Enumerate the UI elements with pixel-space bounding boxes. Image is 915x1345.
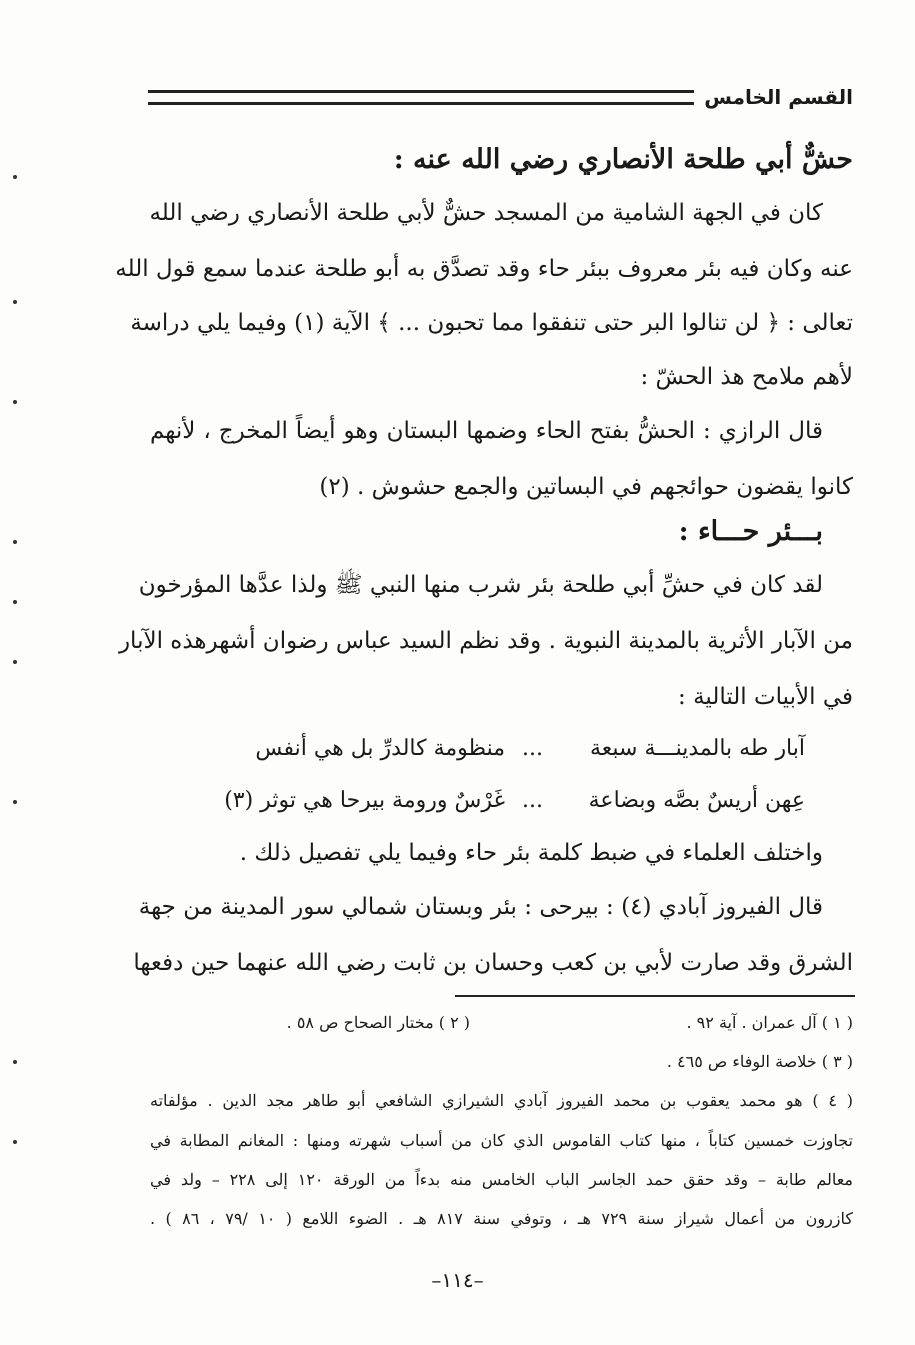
header-rule [148, 90, 694, 105]
heading-abu-talha-garden: حشٌّ أبي طلحة الأنصاري رضي الله عنه : [393, 144, 853, 175]
body-line: في الأبيات التالية : [678, 684, 853, 710]
body-line: لقد كان في حشِّ أبي طلحة بئر شرب منها النبي ﷺ ولذا عدَّها المؤرخون [138, 572, 823, 598]
body-line: قال الرازي : الحشُّ بفتح الحاء وضمها البستان وهو أيضاً المخرج ، لأنهم [150, 418, 823, 444]
footnote-2: ( ٢ ) مختار الصحاح ص ٥٨ . [286, 1013, 470, 1032]
footnote-1: ( ١ ) آل عمران . آية ٩٢ . [686, 1013, 853, 1032]
body-line: لأهم ملامح هذ الحشّ : [640, 364, 853, 390]
scan-speck [13, 400, 17, 404]
body-line: كانوا يقضون حوائجهم في البساتين والجمع حشوش . (٢) [319, 474, 853, 500]
footnote-4-line: معالم طابة – وقد حقق حمد الجاسر الباب الخامس منه بدءاً من الورقة ١٢٠ إلى ٢٢٨ – ولد في [150, 1170, 854, 1189]
scan-speck [13, 300, 17, 304]
scan-speck [13, 540, 17, 544]
scan-speck [13, 1060, 17, 1064]
running-header [148, 80, 853, 114]
body-line: قال الفيروز آبادي (٤) : بيرحى : بئر وبستان شمالي سور المدينة من جهة [138, 894, 823, 920]
body-line: كان في الجهة الشامية من المسجد حشٌّ لأبي طلحة الأنصاري رضي الله [149, 200, 823, 226]
scan-speck [13, 600, 17, 604]
verse-2-second-hemistich: غَرْسٌ ورومة بيرحا هي توثر (٣) [224, 788, 505, 813]
body-line: تعالى : ﴿ لن تنالوا البر حتى تنفقوا مما تحبون ... ﴾ الآية (١) وفيما يلي دراسة [130, 310, 853, 336]
body-line: من الآبار الأثرية بالمدينة النبوية . وقد نظم السيد عباس رضوان أشهرهذه الآبار [118, 628, 853, 654]
footnote-separator [455, 995, 855, 997]
scan-speck [13, 175, 17, 179]
scan-speck [13, 800, 17, 804]
body-line: عنه وكان فيه بئر معروف ببئر حاء وقد تصدَّق به أبو طلحة عندما سمع قول الله [115, 256, 853, 282]
verse-1-second-hemistich: منظومة كالدرِّ بل هي أنفس [255, 736, 505, 761]
verse-2-separator: ... [522, 788, 543, 813]
page-number: –١١٤– [431, 1268, 484, 1292]
body-line: واختلف العلماء في ضبط كلمة بئر حاء وفيما يلي تفصيل ذلك . [239, 840, 823, 866]
verse-1-first-hemistich: آبار طه بالمدينـــة سبعة [589, 736, 805, 761]
body-line: الشرق وقد صارت لأبي بن كعب وحسان بن ثابت رضي الله عنهما حين دفعها [133, 950, 853, 976]
footnote-4-line: ( ٤ ) هو محمد يعقوب بن محمد الفيروز آبادي الشيرازي الشافعي أبو طاهر مجد الدين . مؤلفاته [150, 1091, 854, 1110]
section-title: القسم الخامس [704, 85, 853, 109]
verse-2-first-hemistich: عِهن أريسٌ بصَّه وبضاعة [588, 788, 805, 813]
footnote-3: ( ٣ ) خلاصة الوفاء ص ٤٦٥ . [666, 1052, 853, 1071]
verse-1-separator: ... [522, 736, 543, 761]
footnote-4-line: كازرون من أعمال شيراز سنة ٧٢٩ هـ ، وتوفي سنة ٨١٧ هـ . الضوء اللامع ( ١٠ /٧٩ ، ٨٦ ) . [150, 1209, 854, 1228]
scan-speck [13, 1140, 17, 1144]
heading-bir-ha: بـــئر حـــاء : [678, 516, 823, 547]
scan-speck [13, 660, 17, 664]
footnote-4-line: تجاوزت خمسين كتاباً ، منها كتاب القاموس الذي كان من أسباب شهرته ومنها : المغانم المطابة في [150, 1131, 853, 1150]
